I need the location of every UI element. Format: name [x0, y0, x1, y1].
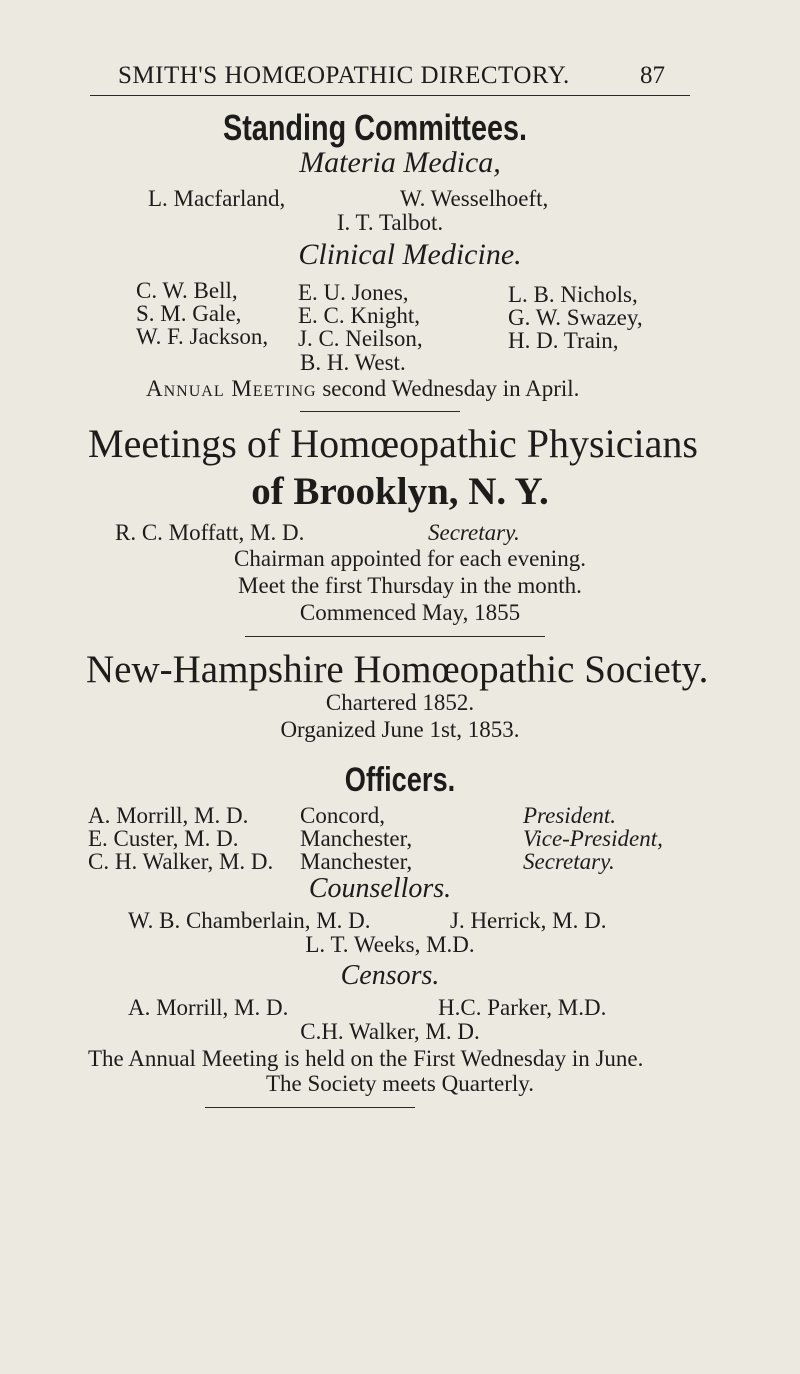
officer-name: C. H. Walker, M. D. [88, 849, 274, 874]
clinical-member: S. M. Gale, [136, 301, 242, 326]
brooklyn-line: Meet the first Thursday in the month. [238, 573, 582, 598]
clinical-member: L. B. Nichols, [508, 282, 638, 307]
materia-medica-member: L. Macfarland, [148, 186, 286, 211]
nh-quarterly: The Society meets Quarterly. [265, 1071, 535, 1096]
censor: C.H. Walker, M. D. [300, 1019, 480, 1044]
censor: H.C. Parker, M.D. [438, 995, 607, 1020]
section-divider [245, 636, 545, 637]
brooklyn-line: Chairman appointed for each evening. [234, 546, 586, 571]
section-divider [205, 1107, 415, 1108]
officer-role: Vice-President, [523, 826, 663, 851]
running-title: SMITH'S HOMŒOPATHIC DIRECTORY. [118, 62, 570, 89]
nh-organized: Organized June 1st, 1853. [280, 717, 520, 742]
header-rule [90, 95, 690, 96]
clinical-member: H. D. Train, [508, 328, 619, 353]
brooklyn-secretary-name: R. C. Moffatt, M. D. [115, 520, 305, 545]
new-hampshire-heading: New-Hampshire Homœopathic Society. [86, 648, 709, 691]
censors-heading: Censors. [340, 960, 440, 991]
committees-annual-meeting [146, 376, 579, 402]
censor: A. Morrill, M. D. [128, 995, 289, 1020]
materia-medica-member: W. Wesselhoeft, [400, 186, 549, 211]
counsellor: W. B. Chamberlain, M. D. [128, 908, 371, 933]
officer-role: Secretary. [523, 849, 615, 874]
clinical-member: C. W. Bell, [136, 278, 238, 303]
page-number: 87 [640, 62, 665, 89]
materia-medica-title: Materia Medica, [299, 146, 501, 179]
clinical-member: B. H. West. [300, 350, 406, 375]
officer-role: President. [523, 803, 617, 828]
nh-chartered: Chartered 1852. [325, 690, 475, 715]
section-divider [300, 411, 460, 412]
officer-place: Concord, [300, 803, 385, 828]
brooklyn-line: Commenced May, 1855 [299, 600, 521, 625]
officer-name: E. Custer, M. D. [88, 826, 239, 851]
officer-place: Manchester, [300, 849, 413, 874]
standing-committees-heading: Standing Committees. [222, 107, 528, 148]
annual-meeting-label: Annual Meeting [146, 376, 317, 401]
counsellor: J. Herrick, M. D. [450, 908, 607, 933]
clinical-medicine-title: Clinical Medicine. [298, 238, 522, 271]
annual-meeting-text: second Wednesday in April. [322, 376, 580, 401]
brooklyn-heading: of Brooklyn, N. Y. [251, 470, 549, 513]
nh-annual-meeting: The Annual Meeting is held on the First Wednesday in June. [88, 1046, 644, 1071]
officers-heading: Officers. [344, 761, 456, 799]
clinical-member: J. C. Neilson, [298, 326, 423, 351]
clinical-member: E. C. Knight, [298, 303, 421, 328]
counsellors-heading: Counsellors. [308, 873, 452, 904]
officer-place: Manchester, [300, 826, 413, 851]
clinical-member: E. U. Jones, [298, 280, 409, 305]
counsellor: L. T. Weeks, M.D. [305, 932, 475, 957]
brooklyn-heading: Meetings of Homœopathic Physicians [88, 421, 698, 466]
brooklyn-secretary-role: Secretary. [428, 520, 520, 545]
officer-name: A. Morrill, M. D. [88, 803, 249, 828]
materia-medica-member: I. T. Talbot. [336, 210, 444, 235]
clinical-member: G. W. Swazey, [508, 305, 643, 330]
clinical-member: W. F. Jackson, [136, 324, 269, 349]
